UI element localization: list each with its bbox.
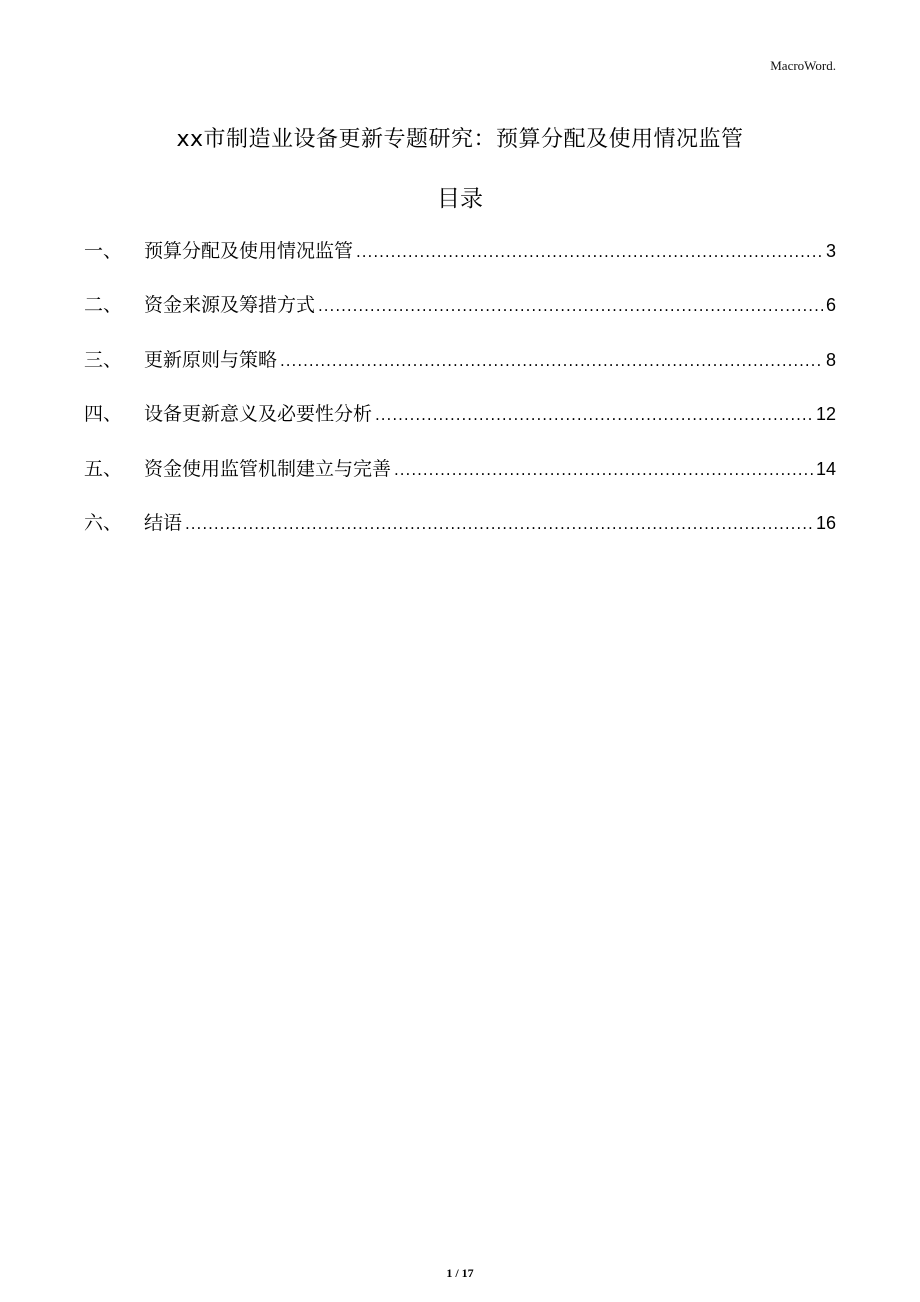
toc-entry-5[interactable] (84, 454, 836, 508)
toc-entry-2[interactable] (84, 290, 836, 344)
toc-entry-page: 16 (815, 512, 836, 533)
toc-entry-label: 设备更新意义及必要性分析 (144, 403, 373, 426)
toc-entry-page: 8 (825, 349, 836, 370)
toc-heading: 目录 (437, 186, 483, 212)
toc-entry-1[interactable] (84, 236, 836, 290)
table-of-contents (84, 236, 836, 562)
toc-entry-label: 更新原则与策略 (144, 348, 278, 371)
toc-entry-3[interactable] (84, 345, 836, 399)
toc-entry-number: 一、 (84, 240, 123, 262)
toc-entry-label: 结语 (144, 511, 183, 534)
toc-entry-number: 四、 (84, 403, 123, 426)
toc-dot-leader (375, 406, 813, 424)
toc-dot-leader (280, 352, 823, 370)
toc-entry-6[interactable] (84, 508, 836, 562)
toc-entry-4[interactable] (84, 399, 836, 453)
toc-entry-page: 3 (825, 241, 836, 261)
toc-entry-number: 五、 (84, 457, 123, 480)
toc-entry-number: 六、 (84, 511, 123, 534)
toc-entry-number: 二、 (84, 294, 123, 317)
toc-entry-page: 6 (825, 295, 836, 316)
toc-dot-leader (318, 297, 823, 315)
document-title: xx市制造业设备更新专题研究：预算分配及使用情况监管 (176, 127, 744, 152)
toc-entry-page: 12 (815, 404, 836, 425)
toc-entry-label: 资金使用监管机制建立与完善 (144, 457, 392, 480)
toc-entry-page: 14 (815, 458, 836, 479)
toc-dot-leader (394, 461, 813, 479)
toc-dot-leader (185, 515, 813, 533)
toc-entry-number: 三、 (84, 348, 123, 371)
header-brand: MacroWord. (770, 58, 836, 73)
toc-entry-label: 资金来源及筹措方式 (144, 294, 316, 317)
toc-entry-label: 预算分配及使用情况监管 (144, 240, 354, 262)
toc-dot-leader (356, 243, 823, 261)
page-number-footer: 1 / 17 (446, 1266, 474, 1280)
